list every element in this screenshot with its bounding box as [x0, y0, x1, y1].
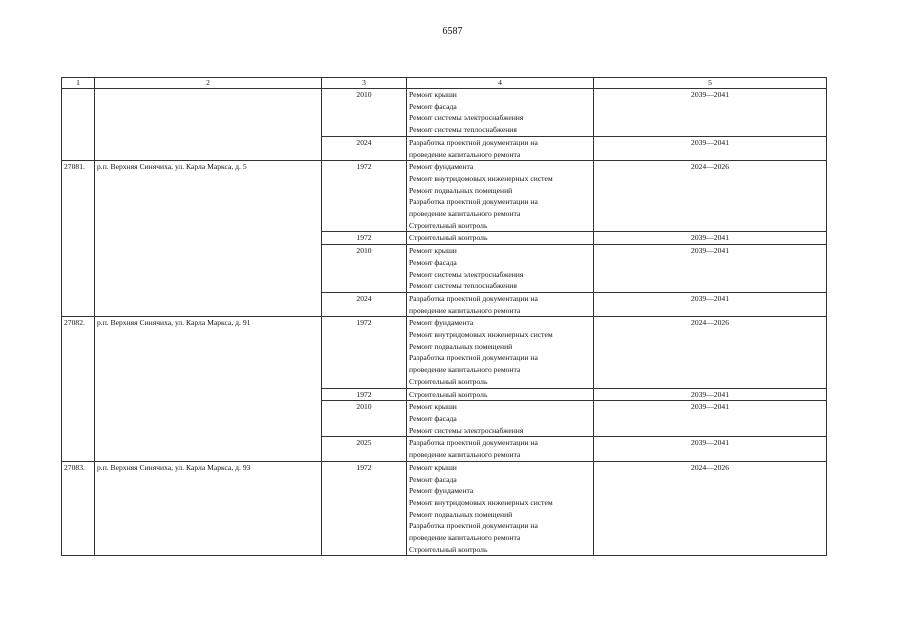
year-cell: 2010 — [322, 89, 407, 137]
term-cell: 2039—2041 — [594, 232, 827, 245]
work-item: Ремонт крыши — [409, 246, 457, 256]
work-item: Ремонт фундамента — [409, 162, 474, 172]
works-cell — [407, 437, 594, 461]
work-item: Разработка проектной документации на — [409, 197, 538, 207]
work-item: Ремонт крыши — [409, 462, 457, 472]
work-item: Разработка проектной документации на — [409, 293, 538, 303]
works-cell — [407, 461, 594, 556]
term-cell: 2039—2041 — [594, 245, 827, 293]
year-cell: 1972 — [322, 461, 407, 556]
year-cell: 2010 — [322, 245, 407, 293]
work-item: Разработка проектной документации на — [409, 137, 538, 147]
work-item: проведение капитального ремонта — [409, 450, 521, 460]
header-cell-4: 4 — [407, 78, 594, 89]
work-item: проведение капитального ремонта — [409, 305, 521, 315]
building-number — [62, 89, 95, 161]
year-cell: 2024 — [322, 292, 407, 316]
works-cell — [407, 161, 594, 232]
header-cell-2: 2 — [95, 78, 322, 89]
term-cell: 2039—2041 — [594, 89, 827, 137]
header-cell-1: 1 — [62, 78, 95, 89]
work-item: Ремонт системы электроснабжения — [409, 269, 524, 279]
works-cell — [407, 245, 594, 293]
year-cell: 1972 — [322, 388, 407, 401]
works-cell — [407, 136, 594, 160]
building-number: 27081. — [62, 161, 95, 317]
works-cell — [407, 401, 594, 437]
building-number: 27082. — [62, 317, 95, 461]
work-item: проведение капитального ремонта — [409, 365, 521, 375]
work-item: Ремонт фундамента — [409, 486, 474, 496]
year-cell: 2024 — [322, 136, 407, 160]
year-cell: 1972 — [322, 161, 407, 232]
work-item: Строительный контроль — [409, 376, 488, 386]
work-item: Разработка проектной документации на — [409, 353, 538, 363]
work-item: Ремонт фасада — [409, 101, 457, 111]
building-address: р.п. Верхняя Синячиха, ул. Карла Маркса, д. 91 — [95, 317, 322, 461]
work-item: Ремонт системы теплоснабжения — [409, 125, 517, 135]
work-item: Ремонт подвальных помещений — [409, 509, 513, 519]
work-item: Ремонт системы электроснабжения — [409, 425, 524, 435]
work-item: проведение капитального ремонта — [409, 149, 521, 159]
term-cell: 2024—2026 — [594, 461, 827, 556]
table-row — [62, 89, 827, 137]
work-item: Ремонт фасада — [409, 413, 457, 423]
year-cell: 2025 — [322, 437, 407, 461]
work-item: Ремонт фасада — [409, 474, 457, 484]
work-item: Ремонт подвальных помещений — [409, 341, 513, 351]
year-cell: 1972 — [322, 317, 407, 388]
building-number: 27083. — [62, 461, 95, 556]
work-item: Разработка проектной документации на — [409, 438, 538, 448]
work-item: Ремонт крыши — [409, 90, 457, 99]
term-cell: 2024—2026 — [594, 161, 827, 232]
year-cell: 1972 — [322, 232, 407, 245]
building-address — [95, 89, 322, 161]
term-cell: 2039—2041 — [594, 401, 827, 437]
year-cell: 2010 — [322, 401, 407, 437]
work-item: Строительный контроль — [409, 220, 488, 230]
term-cell: 2039—2041 — [594, 388, 827, 401]
work-item: Ремонт фасада — [409, 257, 457, 267]
work-item: Ремонт внутридомовых инженерных систем — [409, 330, 553, 340]
header-cell-5: 5 — [594, 78, 827, 89]
works-cell — [407, 232, 594, 245]
repair-schedule-table — [61, 77, 827, 556]
work-item: проведение капитального ремонта — [409, 209, 521, 219]
header-row — [62, 78, 827, 89]
term-cell: 2039—2041 — [594, 136, 827, 160]
work-item: Ремонт подвальных помещений — [409, 185, 513, 195]
table-row — [62, 317, 827, 388]
work-item: Ремонт системы теплоснабжения — [409, 281, 517, 291]
work-item: Ремонт системы электроснабжения — [409, 113, 524, 123]
term-cell: 2024—2026 — [594, 317, 827, 388]
work-item: Строительный контроль — [409, 233, 488, 243]
works-cell — [407, 292, 594, 316]
works-cell — [407, 388, 594, 401]
works-cell — [407, 89, 594, 137]
work-item: Разработка проектной документации на — [409, 521, 538, 531]
work-item: проведение капитального ремонта — [409, 533, 521, 543]
table-row — [62, 161, 827, 232]
work-item: Ремонт внутридомовых инженерных систем — [409, 173, 553, 183]
work-item: Ремонт внутридомовых инженерных систем — [409, 497, 553, 507]
building-address: р.п. Верхняя Синячиха, ул. Карла Маркса, д. 5 — [95, 161, 322, 317]
building-address: р.п. Верхняя Синячиха, ул. Карла Маркса, д. 93 — [95, 461, 322, 556]
page-number: 6587 — [442, 26, 463, 37]
works-cell — [407, 317, 594, 388]
work-item: Строительный контроль — [409, 389, 488, 399]
work-item: Ремонт крыши — [409, 402, 457, 412]
table-row — [62, 461, 827, 556]
term-cell: 2039—2041 — [594, 292, 827, 316]
term-cell: 2039—2041 — [594, 437, 827, 461]
work-item: Строительный контроль — [409, 544, 488, 554]
work-item: Ремонт фундамента — [409, 318, 474, 328]
header-cell-3: 3 — [322, 78, 407, 89]
